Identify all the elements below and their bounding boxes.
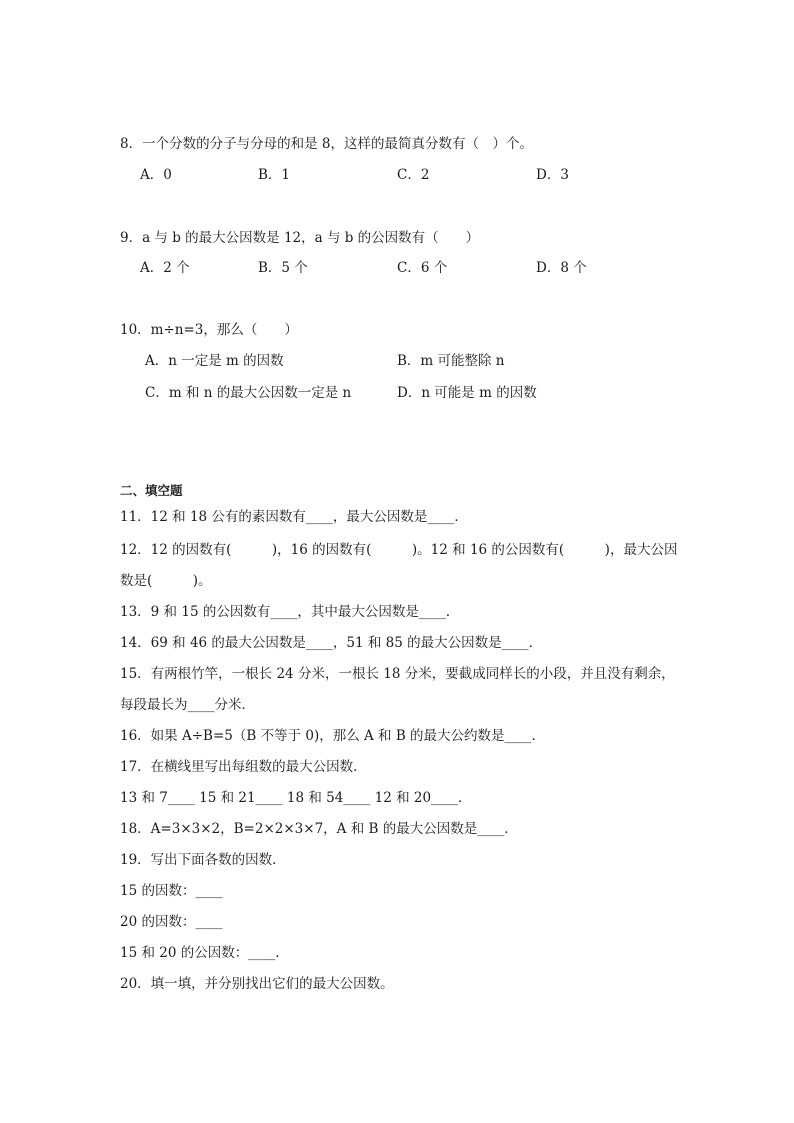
- question-8-option-b: B．1: [258, 167, 291, 183]
- question-19-factors-15: 15 的因数：____: [120, 883, 223, 899]
- question-20: 20．填一填，并分别找出它们的最大公因数。: [120, 976, 394, 992]
- question-10-stem: 10．m÷n=3，那么（ ）: [120, 322, 298, 338]
- question-10-option-a: A．n 一定是 m 的因数: [145, 353, 284, 369]
- question-8-option-a: A．0: [140, 167, 172, 183]
- question-10-option-b: B．m 可能整除 n: [397, 353, 505, 369]
- question-14: 14．69 和 46 的最大公因数是____，51 和 85 的最大公因数是____．: [120, 635, 543, 651]
- question-11: 11．12 和 18 公有的素因数有____，最大公因数是____．: [120, 509, 468, 525]
- question-13: 13．9 和 15 的公因数有____，其中最大公因数是____．: [120, 604, 460, 620]
- question-19: 19．写出下面各数的因数．: [120, 852, 286, 868]
- question-8-stem: 8．一个分数的分子与分母的和是 8，这样的最简真分数有（ ）个。: [120, 136, 533, 152]
- question-17: 17．在横线里写出每组数的最大公因数．: [120, 759, 367, 775]
- question-10-option-d: D．n 可能是 m 的因数: [397, 385, 537, 401]
- question-17-groups: 13 和 7____ 15 和 21____ 18 和 54____ 12 和 20____．: [120, 790, 472, 806]
- question-8-option-d: D．3: [536, 167, 569, 183]
- question-8-option-c: C．2: [397, 167, 430, 183]
- question-9-option-d: D．8 个: [536, 260, 587, 276]
- question-15-line-1: 15．有两根竹竿，一根长 24 分米，一根长 18 分米，要截成同样长的小段，并且没有剩余，: [120, 666, 675, 682]
- question-16: 16．如果 A÷B=5（B 不等于 0)，那么 A 和 B 的最大公约数是____．: [120, 728, 546, 744]
- question-10-option-c: C．m 和 n 的最大公因数一定是 n: [145, 385, 352, 401]
- question-19-common-factors: 15 和 20 的公因数：____．: [120, 945, 289, 961]
- question-9-option-c: C．6 个: [397, 260, 448, 276]
- question-12-line-1: 12．12 的因数有( )，16 的因数有( )。12 和 16 的公因数有( )，最大公因: [120, 542, 678, 558]
- question-15-line-2: 每段最长为____分米．: [120, 697, 255, 713]
- question-9-stem: 9．a 与 b 的最大公因数是 12，a 与 b 的公因数有（ ）: [120, 230, 480, 246]
- question-18: 18．A=3×3×2，B=2×2×3×7，A 和 B 的最大公因数是____．: [120, 821, 518, 837]
- question-19-factors-20: 20 的因数：____: [120, 914, 223, 930]
- section-heading: 二、填空题: [120, 483, 183, 498]
- question-9-option-b: B．5 个: [258, 260, 308, 276]
- question-12-line-2: 数是( )。: [120, 573, 212, 589]
- question-9-option-a: A．2 个: [140, 260, 190, 276]
